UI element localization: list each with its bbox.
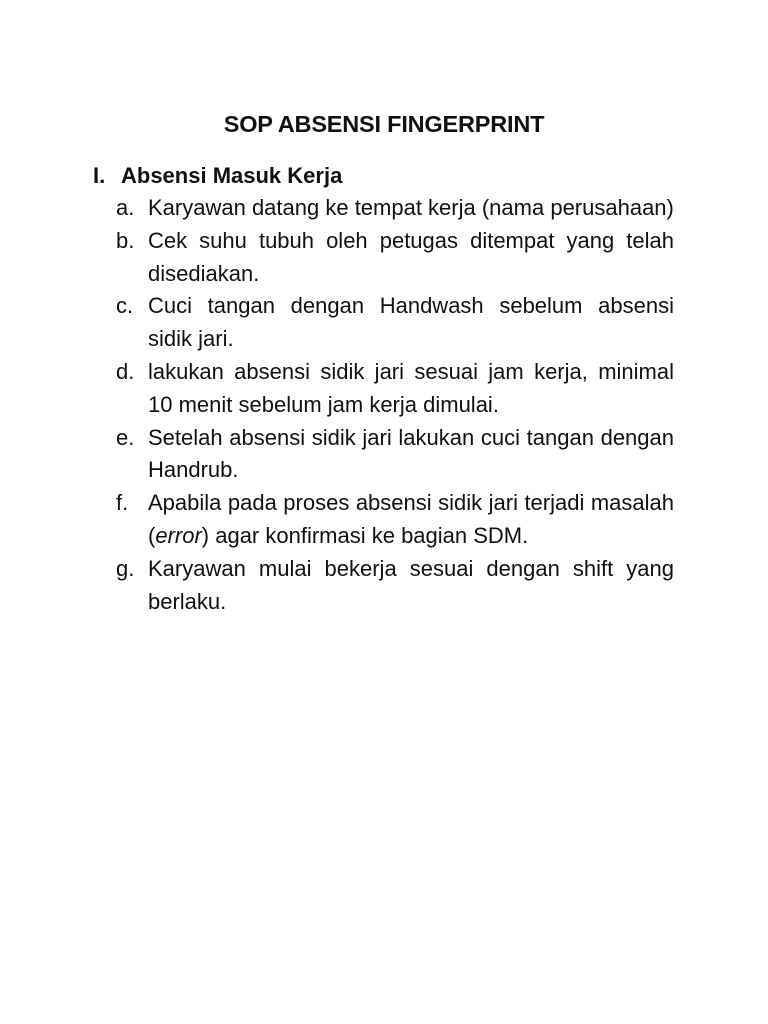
section-heading-text: Absensi Masuk Kerja — [121, 163, 343, 188]
list-item-text: Karyawan datang ke tempat kerja (nama perusahaan) — [148, 195, 674, 220]
list-item — [93, 487, 683, 553]
list-item-text: Setelah absensi sidik jari lakukan cuci tangan dengan Handrub. — [148, 424, 674, 483]
list-item-text — [148, 487, 683, 553]
text-segment: ) agar konfirmasi ke bagian SDM. — [201, 522, 529, 548]
procedure-list — [93, 192, 683, 618]
section-heading — [93, 160, 683, 192]
section-absensi-masuk-kerja — [93, 160, 683, 618]
list-marker: f. — [116, 490, 129, 516]
list-marker: b. — [116, 227, 135, 253]
list-marker: a. — [116, 195, 135, 220]
list-marker: d. — [116, 358, 135, 384]
document-title: SOP ABSENSI FINGERPRINT — [223, 111, 545, 137]
text-segment: Apabila pada proses absensi sidik jari terjadi masalah ( — [148, 490, 674, 548]
list-item — [93, 553, 683, 619]
list-item — [93, 422, 683, 488]
list-item — [93, 192, 683, 225]
list-marker: g. — [116, 555, 135, 581]
italic-term: error — [155, 522, 202, 548]
list-item — [93, 356, 683, 422]
list-marker: c. — [116, 293, 134, 319]
list-item-text: Karyawan mulai bekerja sesuai dengan shift yang berlaku. — [148, 555, 674, 614]
section-number: I. — [93, 163, 106, 188]
list-item — [93, 290, 683, 356]
list-item — [93, 225, 683, 291]
list-item-text: lakukan absensi sidik jari sesuai jam kerja, minimal 10 menit sebelum jam kerja dimulai. — [148, 358, 674, 417]
list-marker: e. — [116, 424, 135, 450]
list-item-text: Cek suhu tubuh oleh petugas ditempat yang telah disediakan. — [148, 227, 674, 286]
list-item-text: Cuci tangan dengan Handwash sebelum absensi sidik jari. — [148, 293, 674, 352]
